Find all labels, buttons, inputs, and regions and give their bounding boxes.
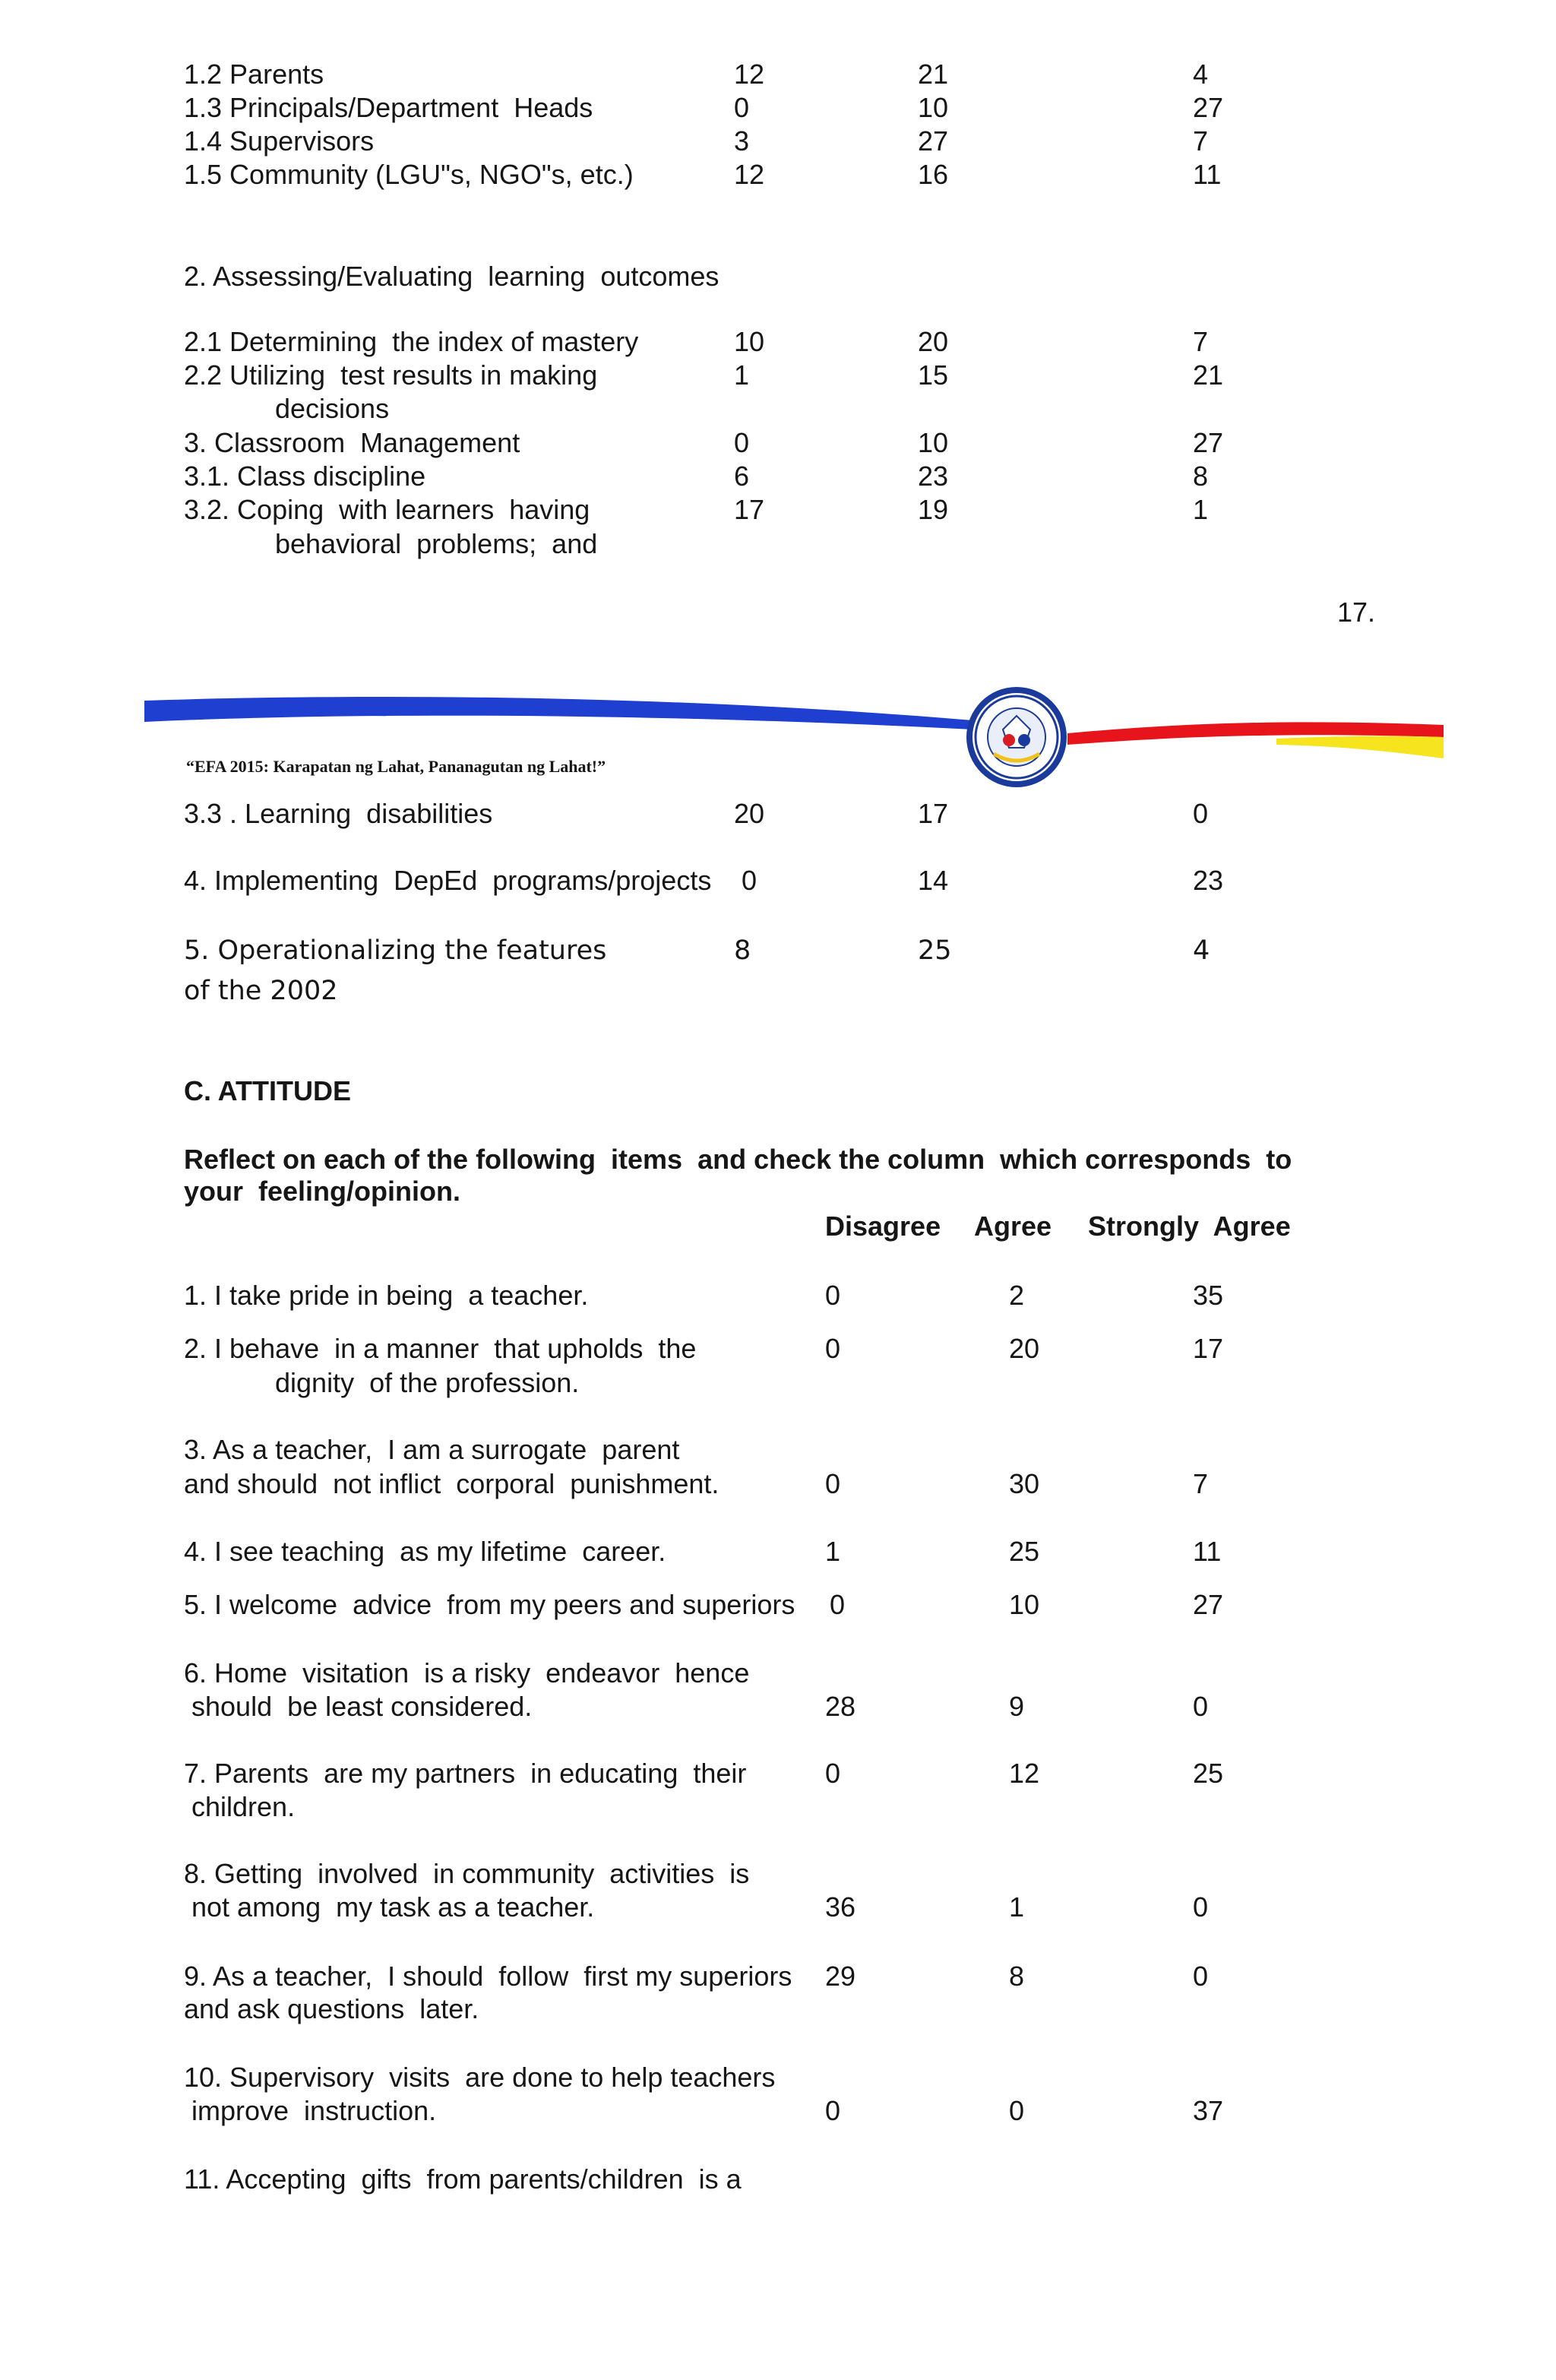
value-cell: 8 <box>1009 1961 1025 1992</box>
item-text-continued: improve instruction. <box>191 2095 437 2126</box>
value-cell: 0 <box>734 92 750 123</box>
banner-slogan: “EFA 2015: Karapatan ng Lahat, Pananagutan ng Lahat!” <box>186 757 606 776</box>
value-cell: 21 <box>1193 359 1224 391</box>
value-cell: 7 <box>1193 326 1209 357</box>
page-number: 17. <box>1337 597 1376 628</box>
value-cell: 25 <box>918 935 952 966</box>
value-cell: 0 <box>1009 2095 1025 2126</box>
value-cell: 17 <box>1193 1333 1224 1364</box>
value-cell: 27 <box>1193 427 1224 458</box>
column-header-strongly-agree: Strongly Agree <box>1088 1211 1291 1242</box>
value-cell: 1 <box>734 359 750 391</box>
item-text-continued: not among my task as a teacher. <box>191 1891 595 1923</box>
value-cell: 1 <box>1009 1891 1025 1923</box>
row-label: 3.2. Coping with learners having <box>184 494 590 525</box>
row-label: 5. Operationalizing the features <box>184 935 607 966</box>
value-cell: 6 <box>734 460 750 492</box>
item-text-continued: and should not inflict corporal punishment. <box>184 1468 719 1499</box>
value-cell: 17 <box>734 494 765 525</box>
value-cell: 12 <box>734 59 765 90</box>
value-cell: 4 <box>1193 935 1210 966</box>
column-header-disagree: Disagree <box>825 1211 941 1242</box>
value-cell: 0 <box>825 1333 841 1364</box>
item-text-continued: dignity of the profession. <box>275 1367 580 1398</box>
value-cell: 2 <box>1009 1280 1025 1311</box>
value-cell: 25 <box>1193 1758 1224 1789</box>
value-cell: 23 <box>1193 865 1224 896</box>
value-cell: 10 <box>1009 1589 1040 1620</box>
yellow-swoosh <box>1276 736 1444 758</box>
value-cell: 25 <box>1009 1536 1040 1567</box>
value-cell: 4 <box>1193 59 1209 90</box>
value-cell: 8 <box>1193 460 1209 492</box>
value-cell: 20 <box>918 326 949 357</box>
section-heading: 2. Assessing/Evaluating learning outcomes <box>184 261 719 292</box>
instruction-text: your feeling/opinion. <box>184 1176 460 1207</box>
value-cell: 0 <box>825 1758 841 1789</box>
value-cell: 12 <box>1009 1758 1040 1789</box>
row-label: 1.5 Community (LGU"s, NGO"s, etc.) <box>184 159 634 190</box>
item-text: 5. I welcome advice from my peers and superiors <box>184 1589 795 1620</box>
value-cell: 30 <box>1009 1468 1040 1499</box>
value-cell: 1 <box>825 1536 841 1567</box>
value-cell: 10 <box>918 427 949 458</box>
value-cell: 0 <box>1193 798 1209 829</box>
row-label: 3. Classroom Management <box>184 427 520 458</box>
item-text: 11. Accepting gifts from parents/children is a <box>184 2163 742 2195</box>
item-text-continued: should be least considered. <box>191 1691 533 1722</box>
value-cell: 0 <box>742 865 757 896</box>
value-cell: 0 <box>734 427 750 458</box>
value-cell: 9 <box>1009 1691 1025 1722</box>
value-cell: 0 <box>830 1589 846 1620</box>
value-cell: 37 <box>1193 2095 1224 2126</box>
item-text: 6. Home visitation is a risky endeavor hence <box>184 1657 750 1688</box>
row-label: 3.1. Class discipline <box>184 460 426 492</box>
value-cell: 16 <box>918 159 949 190</box>
item-text: 9. As a teacher, I should follow first my superiors <box>184 1961 792 1992</box>
row-label: 1.4 Supervisors <box>184 125 375 157</box>
row-label: 2.1 Determining the index of mastery <box>184 326 639 357</box>
value-cell: 14 <box>918 865 949 896</box>
blue-swoosh <box>144 697 972 730</box>
value-cell: 23 <box>918 460 949 492</box>
value-cell: 20 <box>734 798 765 829</box>
value-cell: 8 <box>734 935 751 966</box>
value-cell: 1 <box>1193 494 1209 525</box>
value-cell: 19 <box>918 494 949 525</box>
value-cell: 12 <box>734 159 765 190</box>
value-cell: 11 <box>1193 1536 1222 1567</box>
row-label: 1.2 Parents <box>184 59 324 90</box>
item-text: 1. I take pride in being a teacher. <box>184 1280 589 1311</box>
value-cell: 11 <box>1193 159 1222 190</box>
value-cell: 10 <box>734 326 765 357</box>
instruction-text: Reflect on each of the following items and check the column which corresponds to <box>184 1144 1292 1175</box>
section-heading: C. ATTITUDE <box>184 1075 351 1106</box>
item-text-continued: children. <box>191 1791 296 1822</box>
value-cell: 7 <box>1193 125 1209 157</box>
row-label-continued: decisions <box>275 393 390 424</box>
item-text: 4. I see teaching as my lifetime career. <box>184 1536 666 1567</box>
value-cell: 35 <box>1193 1280 1224 1311</box>
item-text: 2. I behave in a manner that upholds the <box>184 1333 697 1364</box>
value-cell: 20 <box>1009 1333 1040 1364</box>
row-label-continued: behavioral problems; and <box>275 528 598 559</box>
value-cell: 3 <box>734 125 750 157</box>
value-cell: 7 <box>1193 1468 1209 1499</box>
item-text: 7. Parents are my partners in educating their <box>184 1758 747 1789</box>
value-cell: 27 <box>918 125 949 157</box>
row-label: 4. Implementing DepEd programs/projects <box>184 865 712 896</box>
value-cell: 15 <box>918 359 949 391</box>
value-cell: 27 <box>1193 1589 1224 1620</box>
seal-logo <box>966 687 1067 787</box>
column-header-agree: Agree <box>974 1211 1052 1242</box>
row-label: 2.2 Utilizing test results in making <box>184 359 598 391</box>
value-cell: 17 <box>918 798 949 829</box>
value-cell: 0 <box>1193 1691 1209 1722</box>
value-cell: 36 <box>825 1891 856 1923</box>
value-cell: 0 <box>1193 1961 1209 1992</box>
value-cell: 10 <box>918 92 949 123</box>
value-cell: 28 <box>825 1691 856 1722</box>
value-cell: 0 <box>825 2095 841 2126</box>
value-cell: 21 <box>918 59 949 90</box>
row-label: 3.3 . Learning disabilities <box>184 798 493 829</box>
value-cell: 0 <box>825 1280 841 1311</box>
value-cell: 0 <box>825 1468 841 1499</box>
row-label: 1.3 Principals/Department Heads <box>184 92 593 123</box>
value-cell: 27 <box>1193 92 1224 123</box>
item-text-continued: and ask questions later. <box>184 1993 479 2024</box>
value-cell: 0 <box>1193 1891 1209 1923</box>
row-label-continued: of the 2002 <box>184 976 338 1006</box>
value-cell: 29 <box>825 1961 856 1992</box>
item-text: 10. Supervisory visits are done to help teachers <box>184 2062 776 2093</box>
item-text: 8. Getting involved in community activities is <box>184 1858 750 1889</box>
banner-graphic <box>144 676 1451 798</box>
item-text: 3. As a teacher, I am a surrogate parent <box>184 1434 680 1465</box>
